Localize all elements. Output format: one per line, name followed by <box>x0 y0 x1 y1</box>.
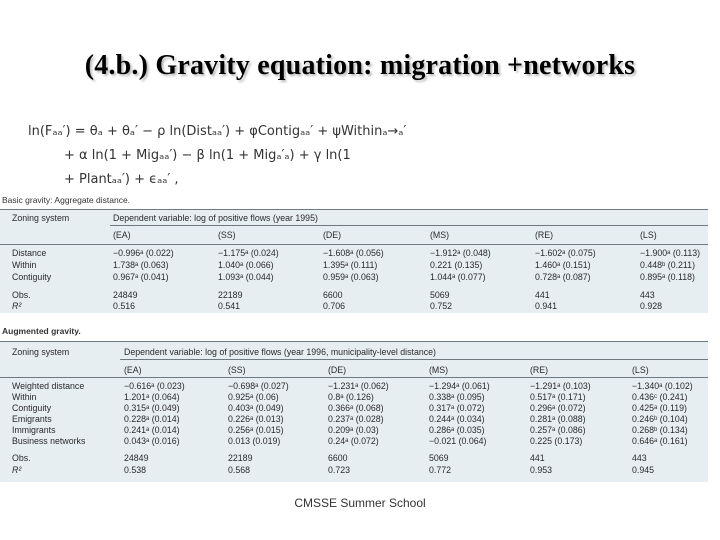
row-label: Obs. <box>12 290 31 300</box>
table-cell: 0.538 <box>124 465 147 475</box>
table-cell: −1.340ᵃ (0.102) <box>632 381 693 391</box>
table-cell: 0.568 <box>228 465 251 475</box>
table-cell: 1.460ᵃ (0.151) <box>535 260 591 270</box>
table-cell: 443 <box>640 290 655 300</box>
table-row <box>0 425 708 435</box>
table-cell: 1.738ᵃ (0.063) <box>113 260 169 270</box>
table-cell: 1.040ᵃ (0.066) <box>218 260 274 270</box>
column-header: (SS) <box>218 230 236 240</box>
table-cell: 5069 <box>430 290 450 300</box>
table-row <box>0 392 708 402</box>
row-label: R² <box>12 465 22 475</box>
table-rule <box>110 225 708 226</box>
table-cell: 0.436ᶜ (0.241) <box>632 392 688 402</box>
column-header: (DE) <box>328 365 347 375</box>
table-rule <box>0 377 708 378</box>
table-cell: 0.706 <box>323 301 346 311</box>
table-row <box>0 260 708 270</box>
table-cell: 0.256ᵃ (0.015) <box>228 425 284 435</box>
table-cell: 0.541 <box>218 301 241 311</box>
table-cell: 0.268ᵇ (0.134) <box>632 425 688 435</box>
table-cell: 443 <box>632 453 647 463</box>
table-cell: 6600 <box>328 453 348 463</box>
column-header: (LS) <box>632 365 649 375</box>
table-row <box>0 248 708 258</box>
table-rule <box>120 359 708 360</box>
row-label: Immigrants <box>12 425 56 435</box>
zoning-system-label: Zoning system <box>12 347 70 357</box>
table-cell: −1.608ᵃ (0.056) <box>323 248 384 258</box>
table-cell: 0.967ᵃ (0.041) <box>113 272 169 282</box>
augmented-gravity-table <box>0 341 708 482</box>
table-cell: 0.516 <box>113 301 136 311</box>
column-header: (DE) <box>323 230 342 240</box>
table-cell: 0.945 <box>632 465 655 475</box>
table-cell: 22189 <box>228 453 253 463</box>
table-rule <box>0 341 708 342</box>
row-label: Contiguity <box>12 272 52 282</box>
table-cell: 0.281ᵃ (0.088) <box>530 414 586 424</box>
row-label: R² <box>12 301 22 311</box>
table1-caption: Basic gravity: Aggregate distance. <box>2 195 131 205</box>
table-row <box>0 465 708 475</box>
equation-line-2: + α ln(1 + Migₐₐ′) − β ln(1 + Migₐ′ₐ) + γ ln(1 <box>64 148 351 163</box>
table-cell: 0.221 (0.135) <box>430 260 483 270</box>
column-header: (MS) <box>429 365 449 375</box>
table-cell: 0.953 <box>530 465 553 475</box>
table-cell: 0.425ᵃ (0.119) <box>632 403 687 413</box>
table-cell: 0.517ᵃ (0.171) <box>530 392 586 402</box>
table-cell: 1.201ᵃ (0.064) <box>124 392 180 402</box>
table-cell: 441 <box>530 453 545 463</box>
table-cell: 0.338ᵃ (0.095) <box>429 392 485 402</box>
table-cell: 0.296ᵃ (0.072) <box>530 403 586 413</box>
row-label: Business networks <box>12 436 86 446</box>
column-header: (RE) <box>535 230 554 240</box>
row-label: Emigrants <box>12 414 52 424</box>
table-row <box>0 436 708 446</box>
table-cell: −1.291ᵃ (0.103) <box>530 381 591 391</box>
table-row <box>0 272 708 282</box>
table-cell: 0.244ᵃ (0.034) <box>429 414 485 424</box>
column-header-row <box>0 365 708 375</box>
table-cell: 0.315ᵃ (0.049) <box>124 403 180 413</box>
table-cell: −1.175ᵃ (0.024) <box>218 248 279 258</box>
equation-line-1: ln(Fₐₐ′) = θₐ + θₐ′ − ρ ln(Distₐₐ′) + φContigₐₐ′ + ψWithinₐ→ₐ′ <box>28 124 407 139</box>
table-cell: 1.395ᵃ (0.111) <box>323 260 378 270</box>
table-cell: 0.728ᵃ (0.087) <box>535 272 591 282</box>
table-cell: 24849 <box>124 453 149 463</box>
table-cell: −1.900ᵃ (0.113) <box>640 248 701 258</box>
table-cell: 0.895ᵃ (0.118) <box>640 272 695 282</box>
table-cell: 0.241ᵃ (0.014) <box>124 425 180 435</box>
table-cell: −1.294ᵃ (0.061) <box>429 381 490 391</box>
equation-line-3: + Plantₐₐ′) + ϵₐₐ′ , <box>64 172 179 187</box>
table-cell: 0.928 <box>640 301 663 311</box>
table-cell: 0.925ᵃ (0.06) <box>228 392 279 402</box>
column-header: (RE) <box>530 365 549 375</box>
table-cell: 0.24ᵃ (0.072) <box>328 436 379 446</box>
table-cell: 5069 <box>429 453 449 463</box>
row-label: Weighted distance <box>12 381 85 391</box>
table-cell: 0.646ᵃ (0.161) <box>632 436 688 446</box>
table-cell: 0.286ᵃ (0.035) <box>429 425 485 435</box>
table-row <box>0 403 708 413</box>
table-cell: −0.616ᵃ (0.023) <box>124 381 185 391</box>
column-header: (EA) <box>113 230 131 240</box>
table-cell: 0.723 <box>328 465 351 475</box>
basic-gravity-table <box>0 209 708 313</box>
column-header: (LS) <box>640 230 657 240</box>
table-cell: 0.8ᵃ (0.126) <box>328 392 374 402</box>
table-cell: 22189 <box>218 290 243 300</box>
table-cell: −1.602ᵃ (0.075) <box>535 248 596 258</box>
table-row <box>0 453 708 463</box>
table-cell: 441 <box>535 290 550 300</box>
slide-title: (4.b.) Gravity equation: migration +networks <box>84 50 636 81</box>
dependent-variable-label: Dependent variable: log of positive flows (year 1996, municipality-level distance) <box>124 347 436 357</box>
table-cell: 0.448ᵇ (0.211) <box>640 260 695 270</box>
table-cell: −1.912ᵃ (0.048) <box>430 248 491 258</box>
table-cell: 0.246ᵇ (0.104) <box>632 414 688 424</box>
table-cell: 6600 <box>323 290 343 300</box>
table-cell: 0.772 <box>429 465 452 475</box>
table-cell: −1.231ᵃ (0.062) <box>328 381 389 391</box>
table-cell: 0.941 <box>535 301 558 311</box>
row-label: Within <box>12 260 37 270</box>
table-cell: 0.209ᵃ (0.03) <box>328 425 379 435</box>
row-label: Distance <box>12 248 47 258</box>
slide-footer: CMSSE Summer School <box>294 496 426 510</box>
zoning-system-label: Zoning system <box>12 213 70 223</box>
table-cell: 0.257ᵃ (0.086) <box>530 425 586 435</box>
table-row <box>0 301 708 311</box>
column-header: (SS) <box>228 365 246 375</box>
table-cell: 0.225 (0.173) <box>530 436 583 446</box>
table-cell: −0.698ᵃ (0.027) <box>228 381 289 391</box>
table-cell: 0.366ᵃ (0.068) <box>328 403 384 413</box>
table2-caption: Augmented gravity. <box>2 326 81 336</box>
table-cell: 0.013 (0.019) <box>228 436 281 446</box>
table-cell: −0.021 (0.064) <box>429 436 487 446</box>
table-row <box>0 414 708 424</box>
gravity-equation <box>28 124 458 196</box>
table-row <box>0 381 708 391</box>
table-cell: 0.043ᵃ (0.016) <box>124 436 180 446</box>
table-rule <box>0 209 708 210</box>
table-cell: 1.093ᵃ (0.044) <box>218 272 274 282</box>
table-cell: 24849 <box>113 290 138 300</box>
table-cell: 0.959ᵃ (0.063) <box>323 272 379 282</box>
table-cell: 0.226ᵃ (0.013) <box>228 414 284 424</box>
table-cell: 0.237ᵃ (0.028) <box>328 414 384 424</box>
table-cell: −0.996ᵃ (0.022) <box>113 248 174 258</box>
row-label: Contiguity <box>12 403 52 413</box>
row-label: Within <box>12 392 37 402</box>
table-cell: 0.228ᵃ (0.014) <box>124 414 180 424</box>
table-row <box>0 290 708 300</box>
column-header: (EA) <box>124 365 142 375</box>
table-cell: 0.403ᵃ (0.049) <box>228 403 284 413</box>
table-rule <box>0 244 708 245</box>
column-header-row <box>0 230 708 240</box>
column-header: (MS) <box>430 230 450 240</box>
table-cell: 0.317ᵃ (0.072) <box>429 403 485 413</box>
table-cell: 0.752 <box>430 301 453 311</box>
table-cell: 1.044ᵃ (0.077) <box>430 272 486 282</box>
dependent-variable-label: Dependent variable: log of positive flows (year 1995) <box>113 213 318 223</box>
row-label: Obs. <box>12 453 31 463</box>
